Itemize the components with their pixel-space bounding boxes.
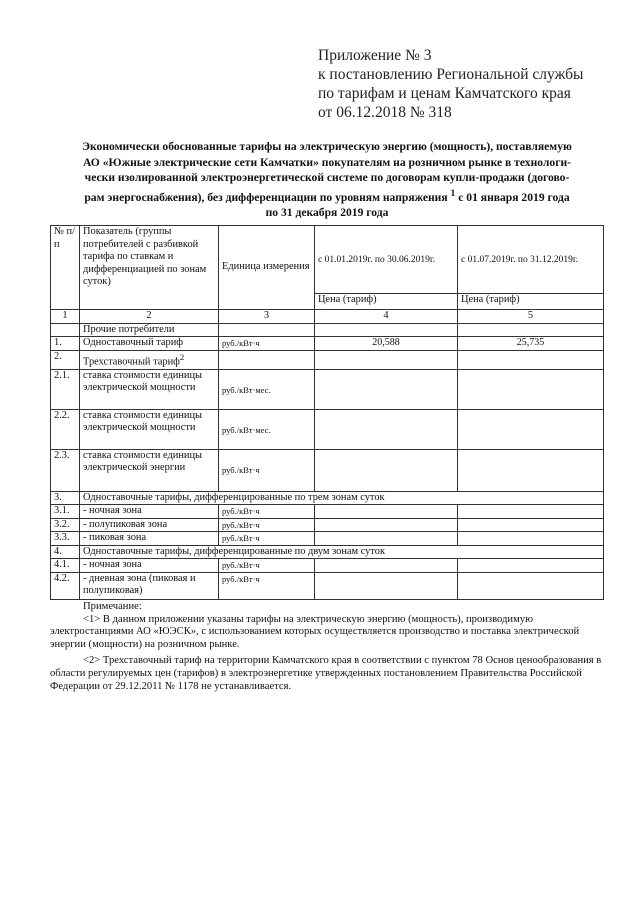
table-header-row: [51, 226, 604, 294]
title-line-4: [50, 186, 604, 205]
appendix-line-1: Приложение № 3: [318, 47, 432, 64]
table-row: [51, 545, 604, 559]
title-line-4b: с 01 января 2019 года: [455, 190, 570, 204]
title-line-2: АО «Южные электрические сети Камчатки» покупателям на розничном рынке в технологи-: [82, 155, 572, 169]
row-label: ставка стоимости единицы электрической энергии: [80, 449, 219, 491]
row-num: 4.2.: [51, 572, 80, 599]
tariff-value-period-2: 25,735: [458, 337, 604, 351]
row-unit: руб./кВт·ч: [219, 518, 315, 532]
row-num: 3.3.: [51, 532, 80, 546]
header-period-2: с 01.07.2019г. по 31.12.2019г.: [458, 226, 604, 294]
footnote-ref-1: 1: [450, 187, 456, 199]
footnote-ref-2: 2: [179, 352, 185, 362]
table-row: [51, 572, 604, 599]
tariff-table: [50, 225, 604, 600]
table-row: [51, 559, 604, 573]
row-unit: руб./кВт·ч: [219, 559, 315, 573]
header-price-2: Цена (тариф): [458, 294, 604, 310]
notes-section: [50, 601, 606, 693]
note-2: <2> Трехставочный тариф на территории Камчатского края в соответствии с пунктом 78 Основ ценообразования в области регулируемых цен (тарифов) в электроэнергетике утвержденных постановлением Правительства Российской Федерации от 29.12.2011 № 1178 не устанавливается.: [50, 655, 602, 692]
row-unit: руб./кВт·ч: [219, 449, 315, 491]
row-num: 3.1.: [51, 505, 80, 519]
row-label: Одноставочный тариф: [80, 337, 219, 351]
row-num: 2.2.: [51, 409, 80, 449]
header-period-1: с 01.01.2019г. по 30.06.2019г.: [315, 226, 458, 294]
col-number-2: 2: [80, 310, 219, 324]
row-num: 2.1.: [51, 369, 80, 409]
notes-heading: Примечание:: [83, 601, 142, 612]
row-num: 3.2.: [51, 518, 80, 532]
section-other-consumers: Прочие потребители: [80, 323, 219, 337]
title-line-3: чески изолированной электроэнергетической системе по договорам купли-продажи (догово-: [84, 171, 570, 184]
appendix-header: [318, 46, 618, 122]
title-line-1: Экономически обоснованные тарифы на электрическую энергию (мощность), поставляемую: [82, 140, 572, 153]
title-line-4a: рам энергоснабжения), без дифференциации по уровням напряжения: [84, 190, 448, 204]
row-label: ставка стоимости единицы электрической мощности: [80, 369, 219, 409]
row-unit: руб./кВт·ч: [219, 337, 315, 351]
row-label: - дневная зона (пиковая и полупиковая): [80, 572, 219, 599]
header-unit: Единица измерения: [219, 226, 315, 310]
table-row: [51, 369, 604, 409]
header-indicator: Показатель (группы потребителей с разбивкой тарифа по ставкам и дифференциацией по зонам суток): [80, 226, 219, 310]
table-row: [51, 532, 604, 546]
row-label: - пиковая зона: [80, 532, 219, 546]
appendix-line-3: по тарифам и ценам Камчатского края: [318, 85, 571, 102]
row-label: - ночная зона: [80, 505, 219, 519]
row-num: 4.: [51, 545, 80, 559]
note-1: <1> В данном приложении указаны тарифы на электрическую энергию (мощность), производимую электростанциями АО «ЮЭСК», с использованием которых осуществляется производство и поставка электрической энергии (мощности) на розничном рынке.: [50, 613, 580, 650]
title-line-5: по 31 декабря 2019 года: [265, 205, 389, 219]
document-title: [50, 139, 604, 220]
row-unit: руб./кВт·мес.: [219, 369, 315, 409]
row-unit: руб./кВт·ч: [219, 532, 315, 546]
header-num: № п/п: [51, 226, 80, 310]
row-label: ставка стоимости единицы электрической мощности: [80, 409, 219, 449]
appendix-line-2: к постановлению Региональной службы: [318, 66, 584, 83]
table-row: [51, 337, 604, 351]
row-unit: руб./кВт·ч: [219, 505, 315, 519]
row-label: Трехставочный тариф: [83, 356, 180, 368]
header-price-1: Цена (тариф): [315, 294, 458, 310]
row-label: Одноставочные тарифы, дифференцированные по трем зонам суток: [80, 491, 604, 505]
column-numbers-row: [51, 310, 604, 324]
row-num: 1.: [51, 337, 80, 351]
table-row: [51, 409, 604, 449]
table-row: [51, 323, 604, 337]
col-number-3: 3: [219, 310, 315, 324]
tariff-value-period-1: 20,588: [315, 337, 458, 351]
row-label: - ночная зона: [80, 559, 219, 573]
row-num: 2.: [51, 351, 80, 370]
row-label: - полупиковая зона: [80, 518, 219, 532]
table-row: [51, 491, 604, 505]
row-label: Одноставочные тарифы, дифференцированные по двум зонам суток: [80, 545, 604, 559]
col-number-4: 4: [315, 310, 458, 324]
appendix-line-4: от 06.12.2018 № 318: [318, 104, 452, 121]
table-row: [51, 518, 604, 532]
table-row: [51, 351, 604, 370]
row-label-cell: [80, 351, 219, 370]
row-num: 2.3.: [51, 449, 80, 491]
row-num: 4.1.: [51, 559, 80, 573]
row-unit: руб./кВт·ч: [219, 572, 315, 599]
col-number-5: 5: [458, 310, 604, 324]
col-number-1: 1: [51, 310, 80, 324]
row-unit: руб./кВт·мес.: [219, 409, 315, 449]
table-row: [51, 449, 604, 491]
table-row: [51, 505, 604, 519]
row-num: 3.: [51, 491, 80, 505]
